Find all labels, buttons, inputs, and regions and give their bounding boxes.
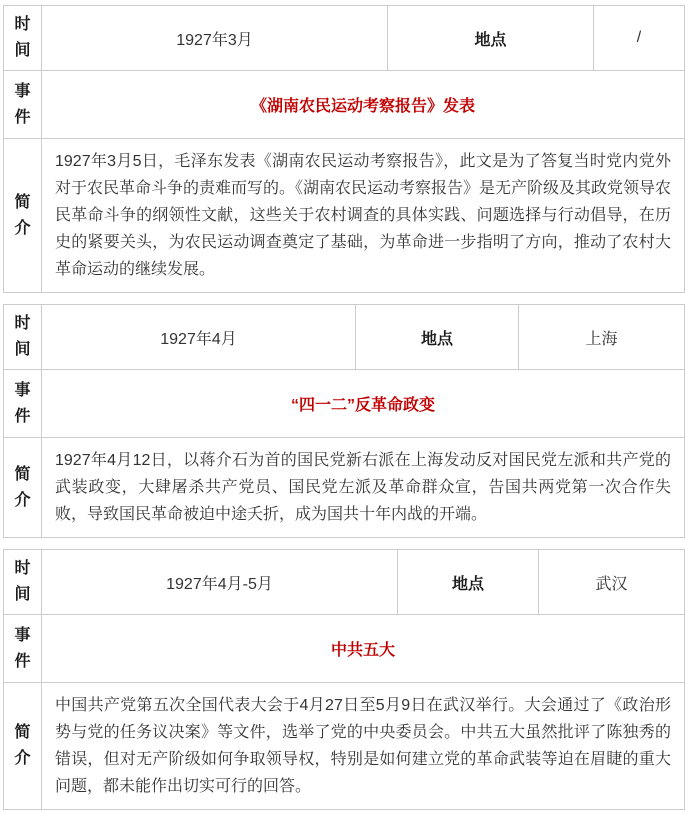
table-row (4, 438, 685, 538)
event-label: 事件 (4, 615, 42, 683)
location-label: 地点 (398, 550, 539, 615)
event-title: 中共五大 (42, 615, 685, 683)
time-label: 时间 (4, 6, 42, 71)
time-value: 1927年4月 (42, 305, 356, 370)
event-table-1 (3, 5, 685, 293)
table-row (4, 550, 685, 615)
table-row (4, 6, 685, 71)
time-label: 时间 (4, 305, 42, 370)
time-value: 1927年3月 (42, 6, 388, 71)
location-value: / (594, 6, 685, 71)
table-row (4, 139, 685, 293)
location-label: 地点 (356, 305, 519, 370)
location-value: 上海 (519, 305, 685, 370)
event-title: “四一二”反革命政变 (42, 370, 685, 438)
event-label: 事件 (4, 370, 42, 438)
table-row (4, 71, 685, 139)
intro-label: 简介 (4, 683, 42, 810)
location-label: 地点 (388, 6, 594, 71)
location-value: 武汉 (539, 550, 685, 615)
table-row (4, 370, 685, 438)
intro-label: 简介 (4, 438, 42, 538)
intro-text: 1927年4月12日，以蒋介石为首的国民党新右派在上海发动反对国民党左派和共产党的武装政变，大肆屠杀共产党员、国民党左派及革命群众宣，告国共两党第一次合作失败，导致国民革命被迫中途夭折，成为国共十年内战的开端。 (42, 438, 685, 538)
event-title: 《湖南农民运动考察报告》发表 (42, 71, 685, 139)
table-row (4, 615, 685, 683)
time-value: 1927年4月-5月 (42, 550, 398, 615)
event-table-2 (3, 304, 685, 538)
table-row (4, 683, 685, 810)
intro-label: 简介 (4, 139, 42, 293)
table-row (4, 305, 685, 370)
time-label: 时间 (4, 550, 42, 615)
event-label: 事件 (4, 71, 42, 139)
intro-text: 1927年3月5日，毛泽东发表《湖南农民运动考察报告》，此文是为了答复当时党内党外对于农民革命斗争的责难而写的。《湖南农民运动考察报告》是无产阶级及其政党领导农民革命斗争的纲领性文献，这些关于农村调查的具体实践、问题选择与行动倡导，在历史的紧要关头，为农民运动调查奠定了基础，为革命进一步指明了方向，推动了农村大革命运动的继续发展。 (42, 139, 685, 293)
intro-text: 中国共产党第五次全国代表大会于4月27日至5月9日在武汉举行。大会通过了《政治形势与党的任务议决案》等文件，选举了党的中央委员会。中共五大虽然批评了陈独秀的错误，但对无产阶级如何争取领导权，特别是如何建立党的革命武装等迫在眉睫的重大问题，都未能作出切实可行的回答。 (42, 683, 685, 810)
event-table-3 (3, 549, 685, 810)
